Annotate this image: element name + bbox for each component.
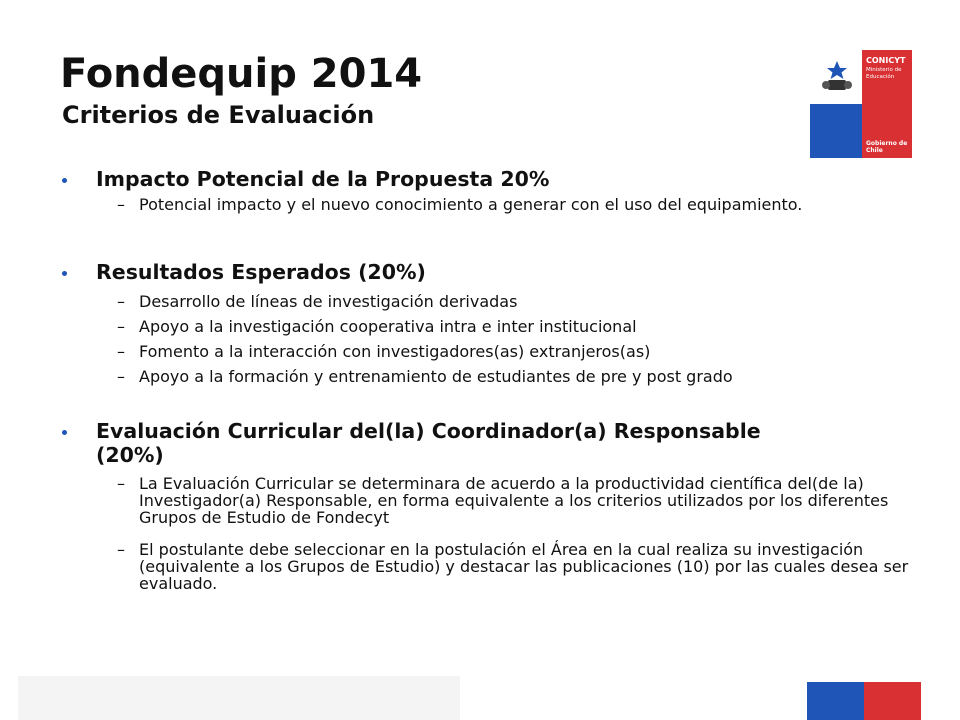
logo-ministry-line1: Ministerio de <box>866 67 902 73</box>
logo-brand: CONICYT <box>866 56 906 65</box>
bullet-icon <box>62 178 67 183</box>
list-item: El postulante debe seleccionar en la postulación el Área en la cual realiza su investigación (equivalente a los Grupos de Estudio) y destacar las publicaciones (10) por las cuales desea ser evaluado. <box>139 540 909 593</box>
logo-ministry-line2: Educación <box>866 74 895 80</box>
footer-flag <box>807 682 921 720</box>
section-heading: Impacto Potencial de la Propuesta 20% <box>96 167 550 191</box>
bullet-icon <box>62 271 67 276</box>
section-heading: Evaluación Curricular del(la) Coordinador(a) Responsable (20%) <box>96 419 761 467</box>
dash-marker: – <box>117 367 125 386</box>
footer-bar <box>18 676 460 720</box>
coat-of-arms-icon <box>818 58 856 96</box>
list-item: Potencial impacto y el nuevo conocimiento a generar con el uso del equipamiento. <box>139 195 803 214</box>
page-title: Fondequip 2014 <box>60 51 423 97</box>
dash-marker: – <box>117 195 125 214</box>
page-subtitle: Criterios de Evaluación <box>62 101 375 129</box>
logo-government: Gobierno de Chile <box>866 140 908 154</box>
list-item: Desarrollo de líneas de investigación derivadas <box>139 292 518 311</box>
dash-marker: – <box>117 342 125 361</box>
dash-marker: – <box>117 317 125 336</box>
list-item: Fomento a la interacción con investigadores(as) extranjeros(as) <box>139 342 651 361</box>
dash-marker: – <box>117 474 125 493</box>
conicyt-logo <box>810 50 912 158</box>
list-item: La Evaluación Curricular se determinara de acuerdo a la productividad científica del(de la) Investigador(a) Responsable, en forma equivalente a los criterios utilizados por los diferentes Grupos de Estudio de Fondecyt <box>139 474 889 527</box>
footer-flag-red <box>864 682 921 720</box>
dash-marker: – <box>117 292 125 311</box>
bullet-icon <box>62 430 67 435</box>
dash-marker: – <box>117 540 125 559</box>
section-heading: Resultados Esperados (20%) <box>96 260 426 284</box>
footer-flag-blue <box>807 682 864 720</box>
list-item: Apoyo a la investigación cooperativa intra e inter institucional <box>139 317 637 336</box>
list-item: Apoyo a la formación y entrenamiento de estudiantes de pre y post grado <box>139 367 733 386</box>
